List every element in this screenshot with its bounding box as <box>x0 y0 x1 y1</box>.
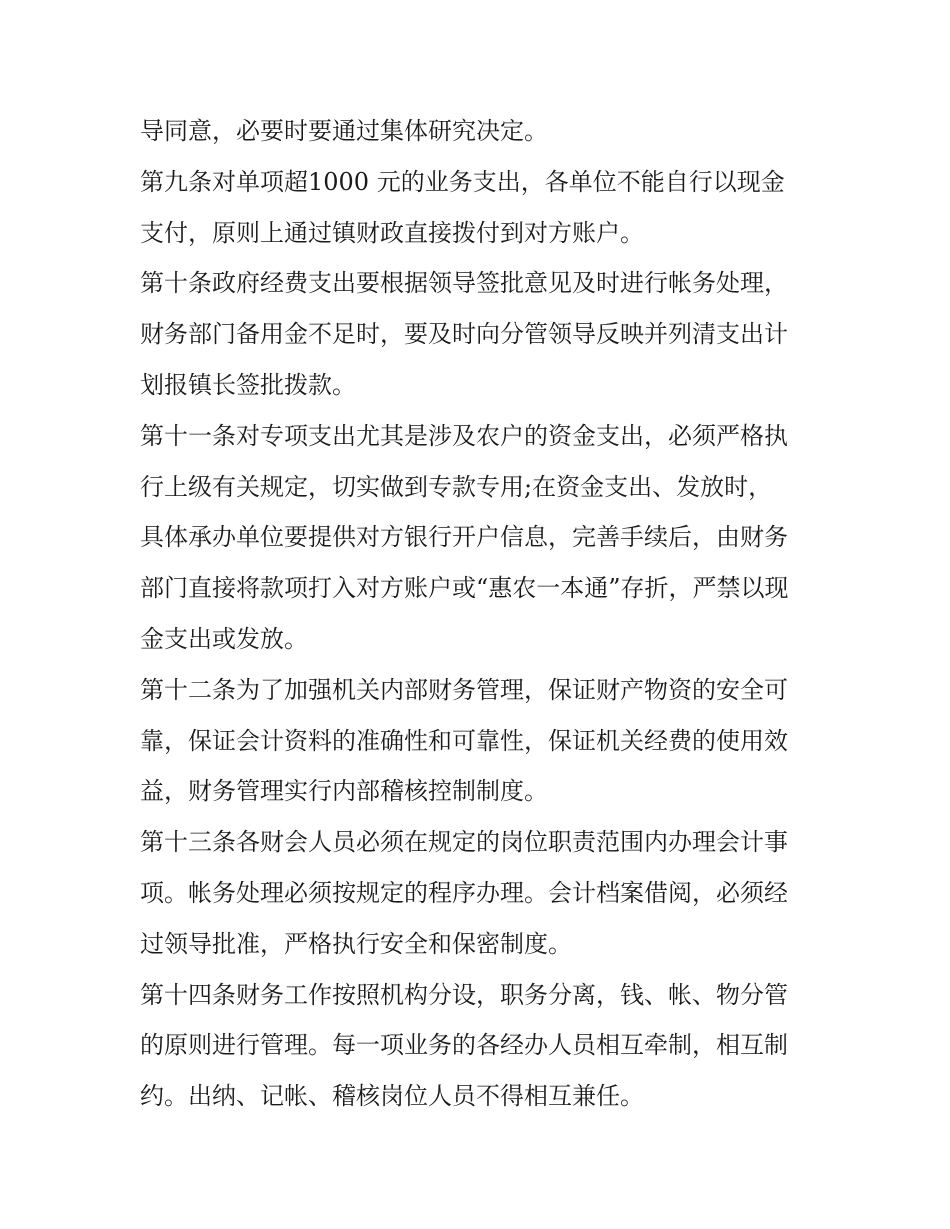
text-line: 约。出纳、记帐、稽核岗位人员不得相互兼任。 <box>140 1082 644 1111</box>
text-line: 财务部门备用金不足时，要及时向分管领导反映并列清支出计 <box>140 320 788 349</box>
text-line: 过领导批准，严格执行安全和保密制度。 <box>140 929 572 958</box>
text-line: 金支出或发放。 <box>140 624 308 653</box>
text-line: 第九条对单项超1000 元的业务支出，各单位不能自行以现金 <box>140 167 785 196</box>
text-line: 支付，原则上通过镇财政直接拨付到对方账户。 <box>140 218 644 247</box>
text-line: 第十二条为了加强机关内部财务管理，保证财产物资的安全可 <box>140 675 788 704</box>
text-line: 第十四条财务工作按照机构分设，职务分离，钱、帐、物分管 <box>140 980 788 1009</box>
text-line: 靠，保证会计资料的准确性和可靠性，保证机关经费的使用效 <box>140 726 788 755</box>
text-line: 导同意，必要时要通过集体研究决定。 <box>140 117 548 145</box>
text-line: 第十三条各财会人员必须在规定的岗位职责范围内办理会计事 <box>140 828 788 857</box>
text-line: 行上级有关规定，切实做到专款专用;在资金支出、发放时， <box>140 472 773 501</box>
text-line: 部门直接将款项打入对方账户或“惠农一本通”存折，严禁以现 <box>140 574 789 603</box>
text-line: 益，财务管理实行内部稽核控制制度。 <box>140 777 548 806</box>
document-body <box>140 106 830 1122</box>
text-line: 第十条政府经费支出要根据领导签批意见及时进行帐务处理， <box>140 269 788 298</box>
text-line: 第十一条对专项支出尤其是涉及农户的资金支出，必须严格执 <box>140 421 788 450</box>
text-line: 项。帐务处理必须按规定的程序办理。会计档案借阅，必须经 <box>140 878 788 907</box>
text-line: 划报镇长签批拨款。 <box>140 370 356 399</box>
text-line: 的原则进行管理。每一项业务的各经办人员相互牵制，相互制 <box>140 1031 788 1060</box>
text-line: 具体承办单位要提供对方银行开户信息，完善手续后，由财务 <box>140 523 788 552</box>
